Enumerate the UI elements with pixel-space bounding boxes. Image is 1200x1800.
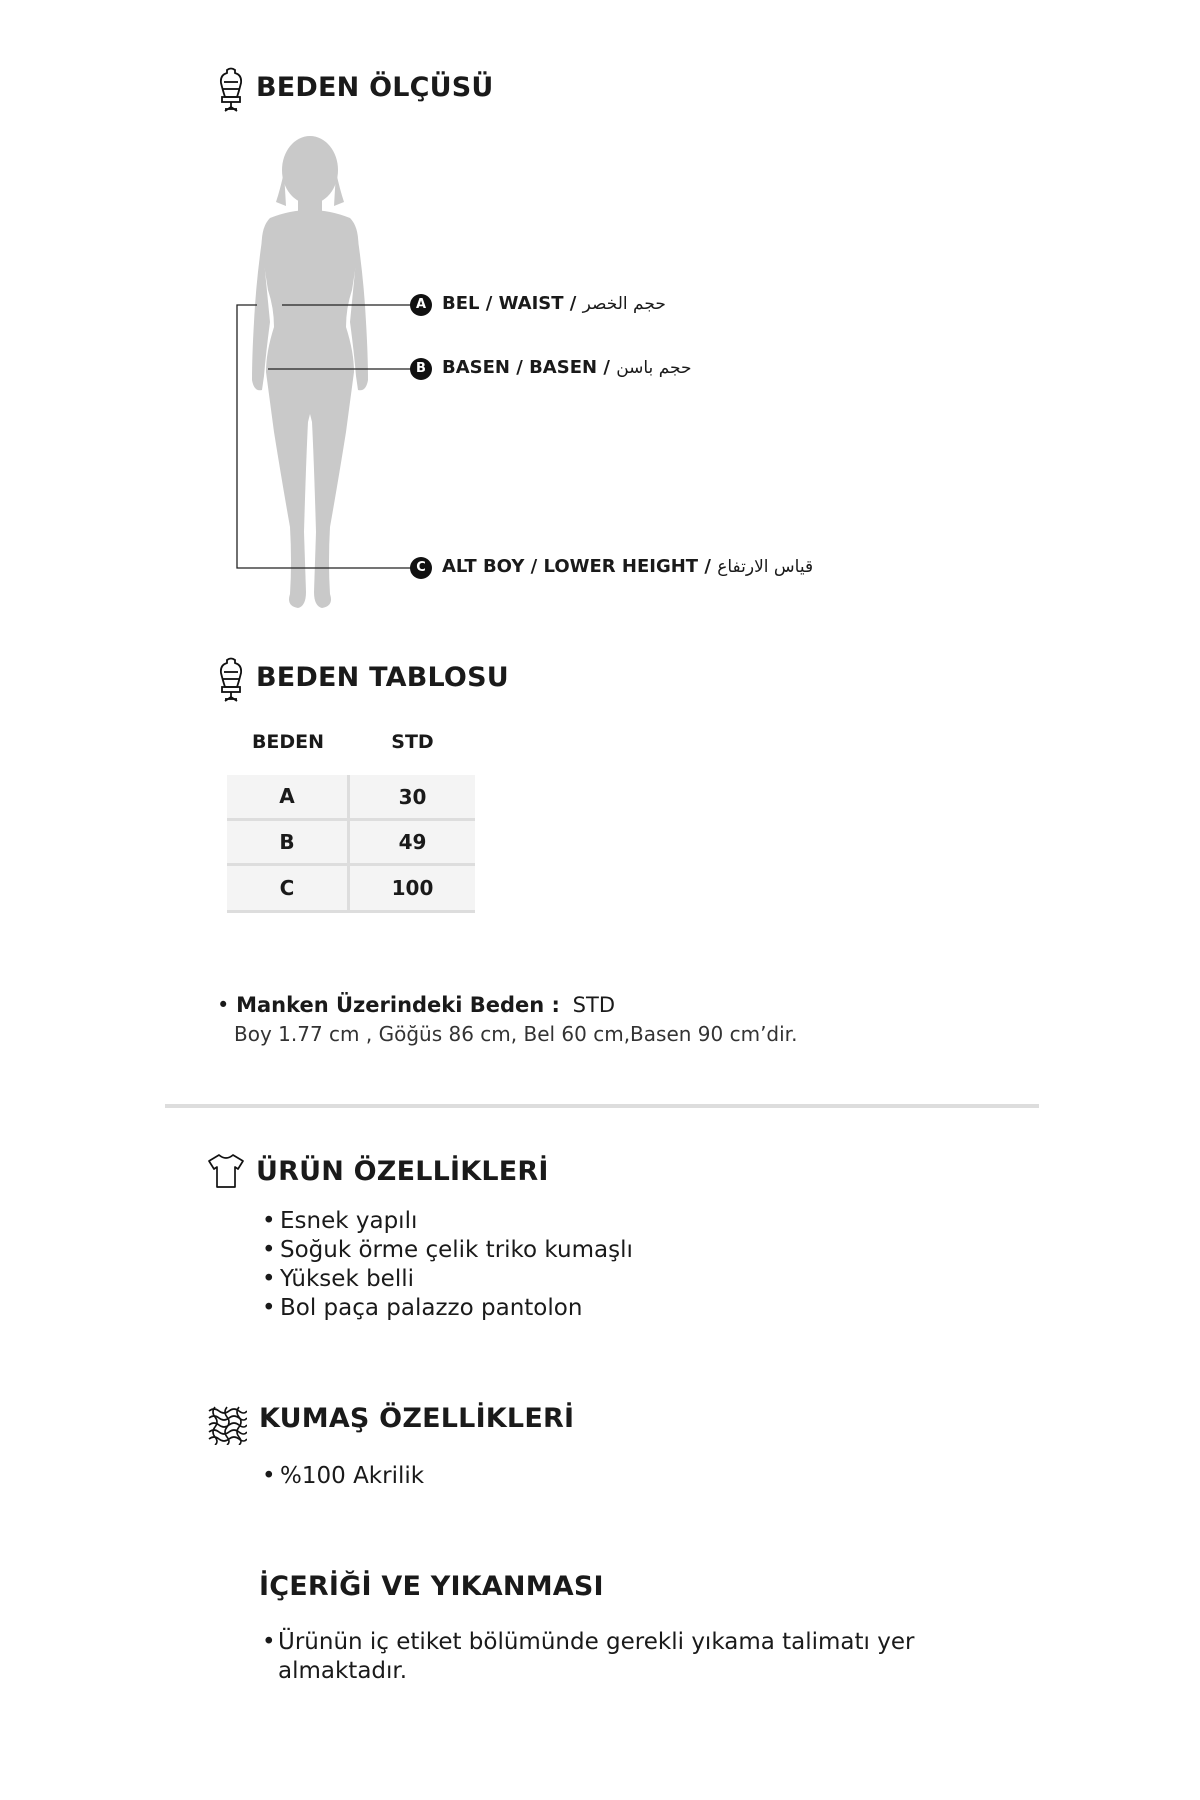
measure-label-lower-height: ALT BOY / LOWER HEIGHT / قياس الارتفاع <box>442 556 814 577</box>
bullet: • <box>217 993 230 1017</box>
measure-label-hip: BASEN / BASEN / حجم باسن <box>442 357 692 378</box>
model-info-details: Boy 1.77 cm , Göğüs 86 cm, Bel 60 cm,Basen 90 cm’dir. <box>234 1022 798 1046</box>
size-table <box>227 775 475 913</box>
product-features-list <box>262 1207 633 1323</box>
size-table-header-size: BEDEN <box>251 731 325 753</box>
table-cell-std: 100 <box>391 876 434 900</box>
size-table-header-std: STD <box>391 731 434 753</box>
measurement-lines <box>230 295 420 575</box>
product-features-title: ÜRÜN ÖZELLİKLERİ <box>256 1156 549 1187</box>
measure-badge-b: B <box>410 358 432 380</box>
list-item: • Yüksek belli <box>262 1265 633 1294</box>
size-table-title: BEDEN TABLOSU <box>256 662 509 693</box>
fabric-icon <box>207 1405 247 1449</box>
table-cell-std: 30 <box>398 784 427 809</box>
fabric-features-list <box>262 1462 424 1491</box>
care-line-1: Ürünün iç etiket bölümünde gerekli yıkama talimatı yer <box>278 1629 915 1655</box>
tshirt-icon <box>207 1152 245 1194</box>
mannequin-icon <box>217 67 245 117</box>
table-row <box>227 775 475 821</box>
measure-label-waist: BEL / WAIST / حجم الخصر <box>442 293 666 314</box>
list-item: • Esnek yapılı <box>262 1207 633 1236</box>
model-info <box>217 993 615 1017</box>
table-row <box>227 866 475 913</box>
list-item: • %100 Akrilik <box>262 1462 424 1491</box>
model-info-size: STD <box>572 993 615 1017</box>
fabric-features-title: KUMAŞ ÖZELLİKLERİ <box>259 1403 575 1434</box>
table-row <box>227 821 475 866</box>
table-cell-std: 49 <box>398 830 427 854</box>
list-item: • Soğuk örme çelik triko kumaşlı <box>262 1236 633 1265</box>
table-cell-size: C <box>227 866 350 910</box>
table-cell-size: B <box>227 821 350 863</box>
list-item: • Bol paça palazzo pantolon <box>262 1294 633 1323</box>
care-title: İÇERİĞİ VE YIKANMASI <box>259 1571 604 1602</box>
measure-badge-c: C <box>410 557 432 579</box>
table-cell-size: A <box>227 775 350 818</box>
model-info-label: Manken Üzerindeki Beden : <box>236 993 560 1017</box>
measure-section-title: BEDEN ÖLÇÜSÜ <box>256 72 494 103</box>
measure-badge-a: A <box>410 294 432 316</box>
care-line-2: almaktadır. <box>278 1658 408 1684</box>
bullet: • <box>262 1629 276 1655</box>
section-divider <box>165 1104 1039 1108</box>
mannequin-icon <box>217 657 245 707</box>
care-text <box>262 1628 914 1686</box>
